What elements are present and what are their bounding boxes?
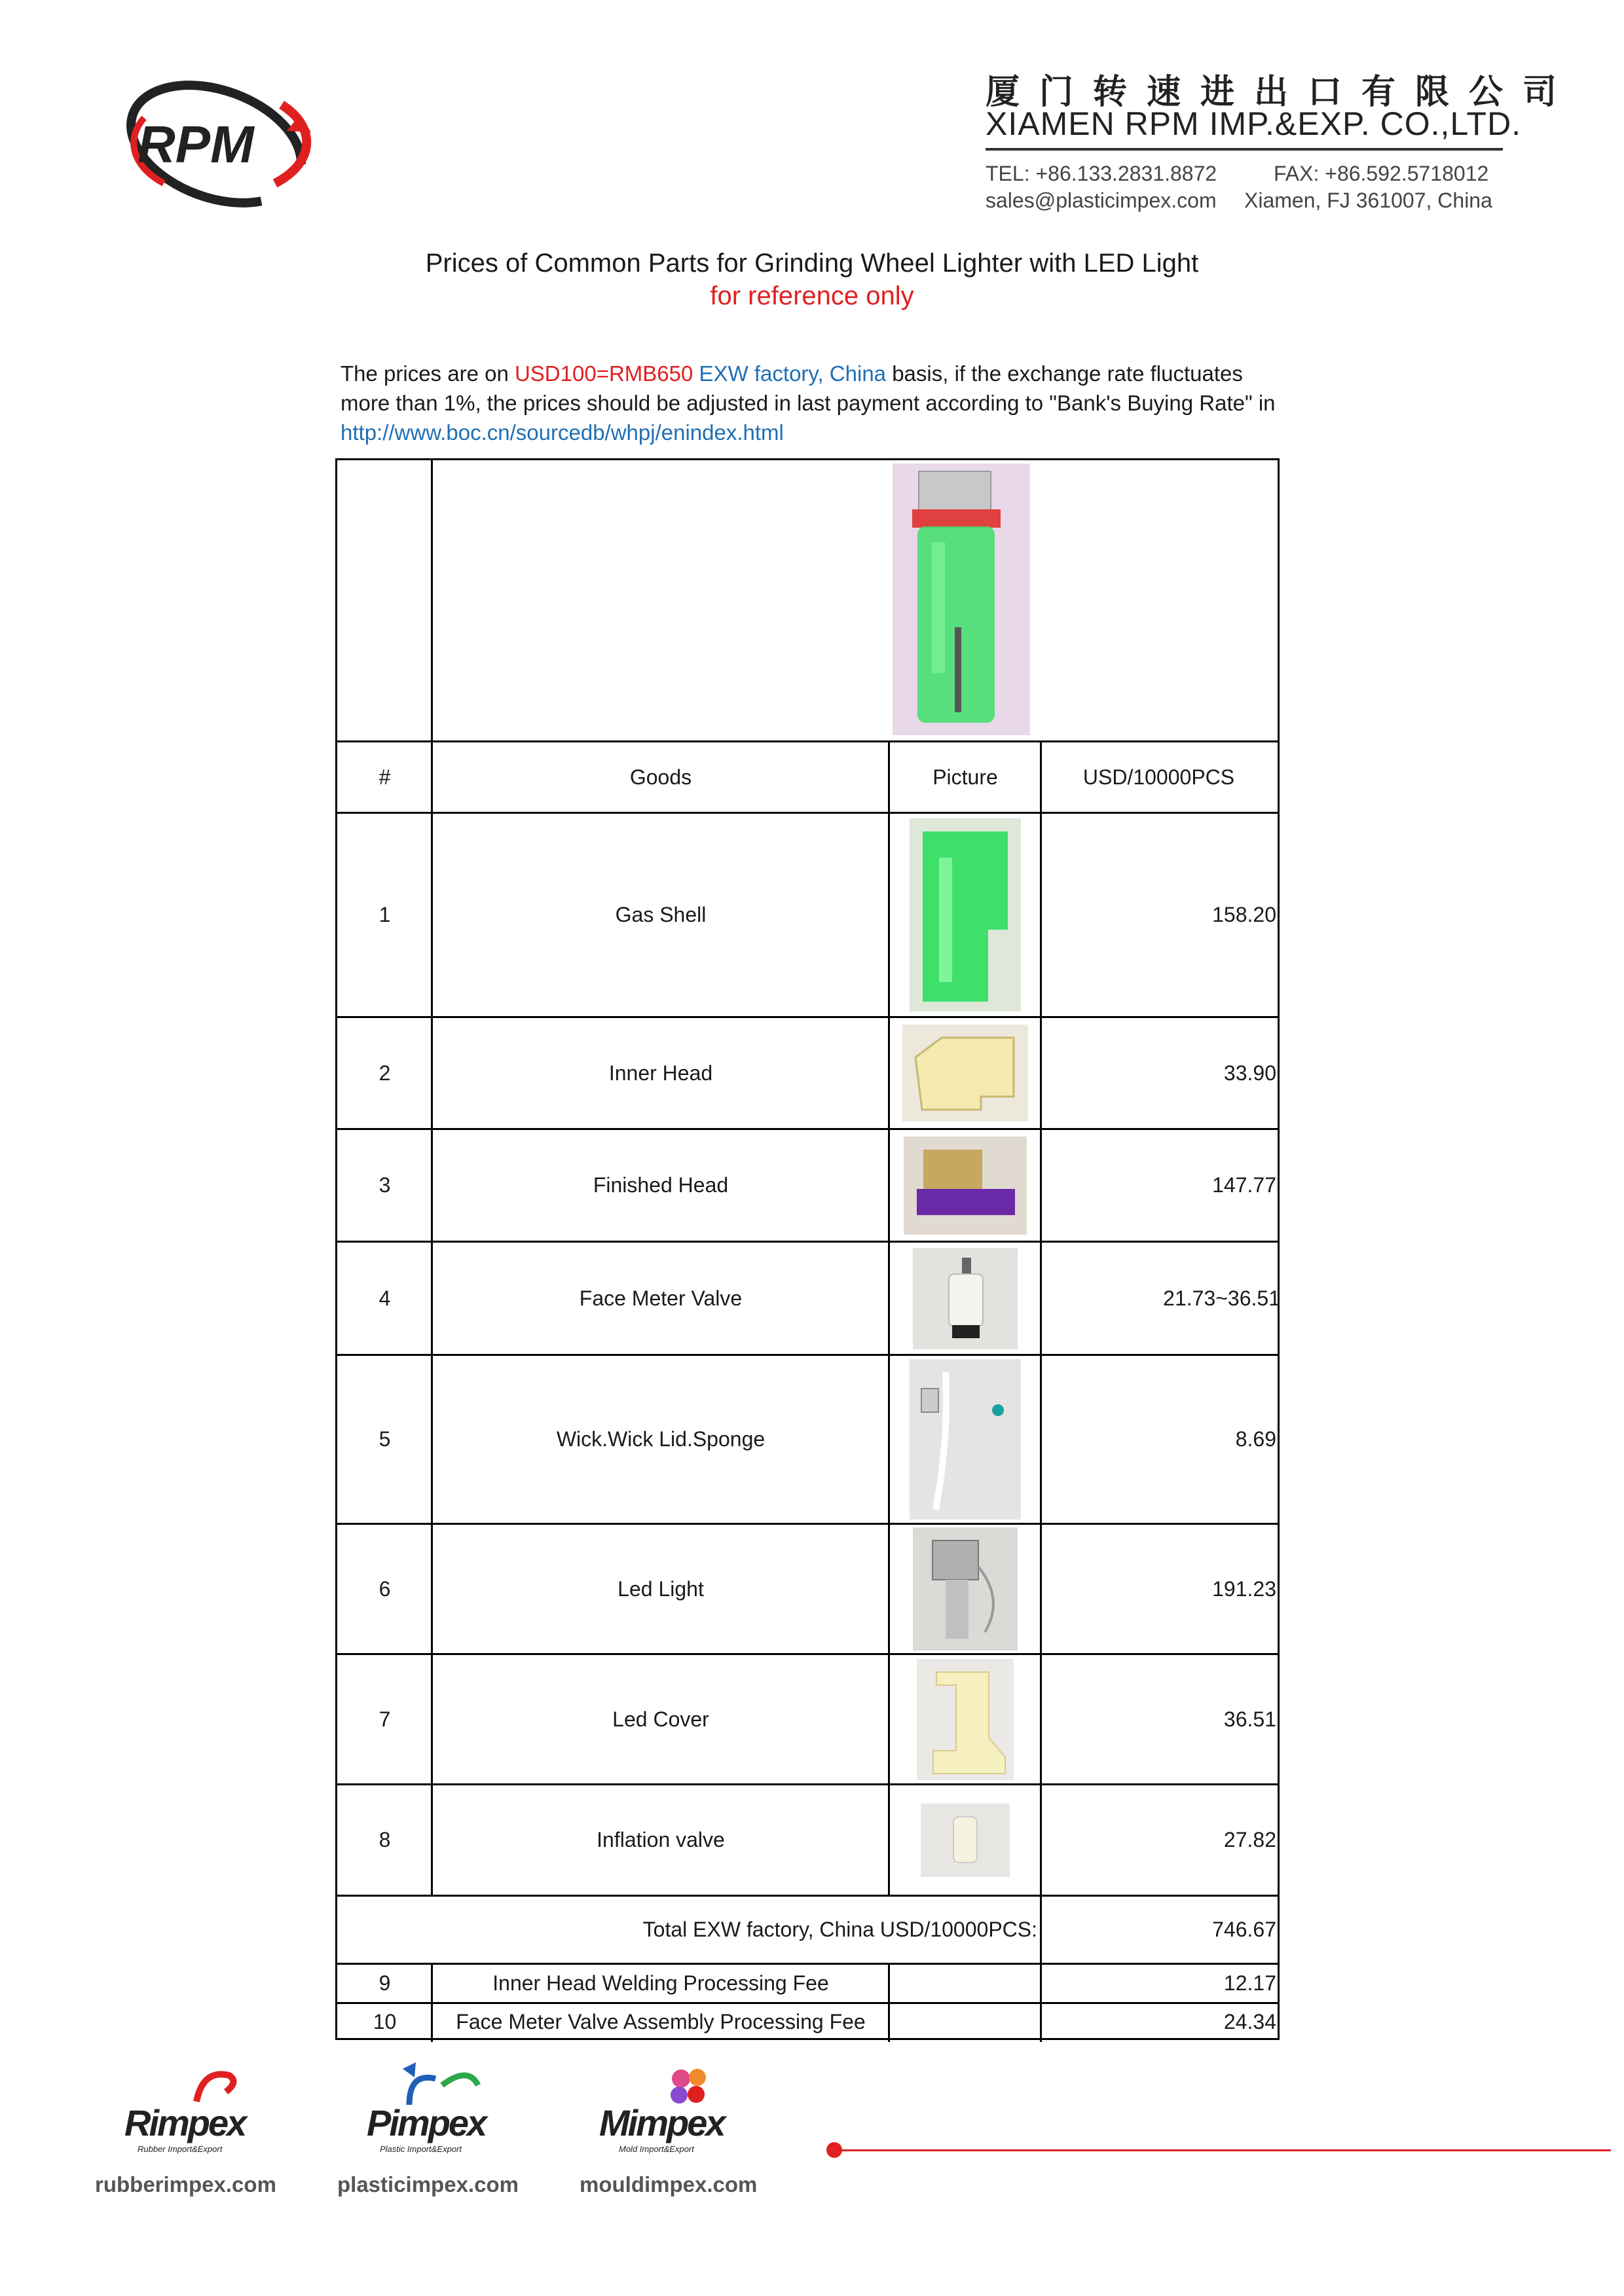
led-cover-photo [889, 1655, 1041, 1783]
fax-line [1274, 162, 1488, 186]
row-1-price: 158.20 [1212, 903, 1276, 926]
rimpex-site[interactable]: rubberimpex.com [95, 2172, 276, 2196]
rimpex-logo [124, 2062, 275, 2160]
trade-basis: EXW factory, China [699, 361, 887, 386]
document-subtitle: for reference only [710, 282, 914, 310]
face-meter-valve-photo [889, 1243, 1041, 1354]
fax-number: +86.592.5718012 [1325, 162, 1489, 185]
lighter-product-photo [893, 464, 1030, 735]
tel-label: TEL: [986, 162, 1030, 185]
boc-rate-link[interactable]: http://www.boc.cn/sourcedb/whpj/enindex.html [341, 420, 784, 445]
company-name-cn: 厦门转速进出口有限公司 [986, 73, 1577, 112]
intro-text-2 [693, 361, 699, 386]
company-name-en: XIAMEN RPM IMP.&EXP. CO.,LTD. [986, 105, 1522, 142]
row-8-num: 8 [378, 1828, 391, 1851]
row-9-num: 9 [378, 1971, 391, 1995]
pimpex-logo [367, 2059, 517, 2160]
mimpex-site[interactable]: mouldimpex.com [580, 2172, 758, 2196]
row-5-goods: Wick.Wick Lid.Sponge [556, 1427, 766, 1451]
gas-shell-photo [889, 814, 1041, 1016]
row-4-price: 21.73~36.51 [1163, 1286, 1280, 1310]
row-3-price: 147.77 [1212, 1173, 1276, 1197]
row-10-num: 10 [373, 2010, 397, 2033]
row-6-goods: Led Light [618, 1576, 704, 1601]
row-2-price: 33.90 [1223, 1061, 1276, 1085]
row-8-price: 27.82 [1223, 1828, 1276, 1851]
row-5-num: 5 [378, 1427, 391, 1451]
row-6-num: 6 [378, 1576, 391, 1601]
row-10-price: 24.34 [1223, 2010, 1276, 2033]
row-2-goods: Inner Head [608, 1061, 713, 1085]
email[interactable]: sales@plasticimpex.com [986, 189, 1217, 212]
header-divider [986, 148, 1503, 151]
pimpex-tagline: Plastic Import&Export [380, 2144, 462, 2154]
fax-label: FAX: [1274, 162, 1320, 185]
pimpex-site[interactable]: plasticimpex.com [337, 2172, 519, 2196]
rimpex-name: Rimpex [124, 2102, 246, 2143]
footer-red-line [838, 2149, 1611, 2151]
mimpex-logo [599, 2062, 750, 2160]
row-5-price: 8.69 [1235, 1427, 1276, 1451]
row-7-price: 36.51 [1223, 1707, 1276, 1731]
address: Xiamen, FJ 361007, China [1244, 189, 1492, 212]
rimpex-tagline: Rubber Import&Export [138, 2144, 223, 2154]
row-1-goods: Gas Shell [615, 903, 707, 926]
row-7-goods: Led Cover [612, 1707, 709, 1731]
header-price: USD/10000PCS [1082, 765, 1235, 789]
price-table [335, 458, 1280, 2040]
header-num: # [378, 765, 391, 789]
row-1-num: 1 [378, 903, 391, 926]
row-3-goods: Finished Head [593, 1173, 729, 1197]
mimpex-tagline: Mold Import&Export [619, 2144, 694, 2154]
row-3-num: 3 [378, 1173, 391, 1197]
row-9-price: 12.17 [1223, 1971, 1276, 1995]
led-light-photo [889, 1525, 1041, 1653]
intro-paragraph [341, 359, 1283, 447]
inflation-valve-photo [889, 1785, 1041, 1895]
tel-line [986, 162, 1217, 186]
tel-number: +86.133.2831.8872 [1035, 162, 1217, 185]
row-2-num: 2 [378, 1061, 391, 1085]
row-7-num: 7 [378, 1707, 391, 1731]
header-picture: Picture [932, 765, 998, 789]
pimpex-name: Pimpex [367, 2102, 486, 2143]
intro-text-3: basis, if the exchange rate fluctuates more than 1%, the prices should be adjusted in last payment according to "Bank's Buying Rate" in [341, 361, 1276, 415]
logo-text: RPM [138, 115, 254, 173]
row-4-goods: Face Meter Valve [579, 1286, 743, 1310]
mimpex-name: Mimpex [599, 2102, 724, 2143]
row-8-goods: Inflation valve [597, 1828, 725, 1851]
total-label: Total EXW factory, China USD/10000PCS: [642, 1918, 1037, 1941]
row-6-price: 191.23 [1212, 1576, 1276, 1601]
exchange-rate: USD100=RMB650 [514, 361, 693, 386]
inner-head-photo [889, 1018, 1041, 1128]
wick-photo [889, 1356, 1041, 1523]
row-9-goods: Inner Head Welding Processing Fee [492, 1971, 829, 1995]
document-title: Prices of Common Parts for Grinding Wheel Lighter with LED Light [425, 249, 1199, 278]
finished-head-photo [889, 1130, 1041, 1241]
row-10-goods: Face Meter Valve Assembly Processing Fee [456, 2010, 866, 2033]
intro-text-1: The prices are on [341, 361, 515, 386]
row-4-num: 4 [378, 1286, 391, 1310]
rpm-logo [118, 79, 321, 210]
total-value: 746.67 [1212, 1918, 1276, 1941]
header-goods: Goods [629, 765, 692, 789]
